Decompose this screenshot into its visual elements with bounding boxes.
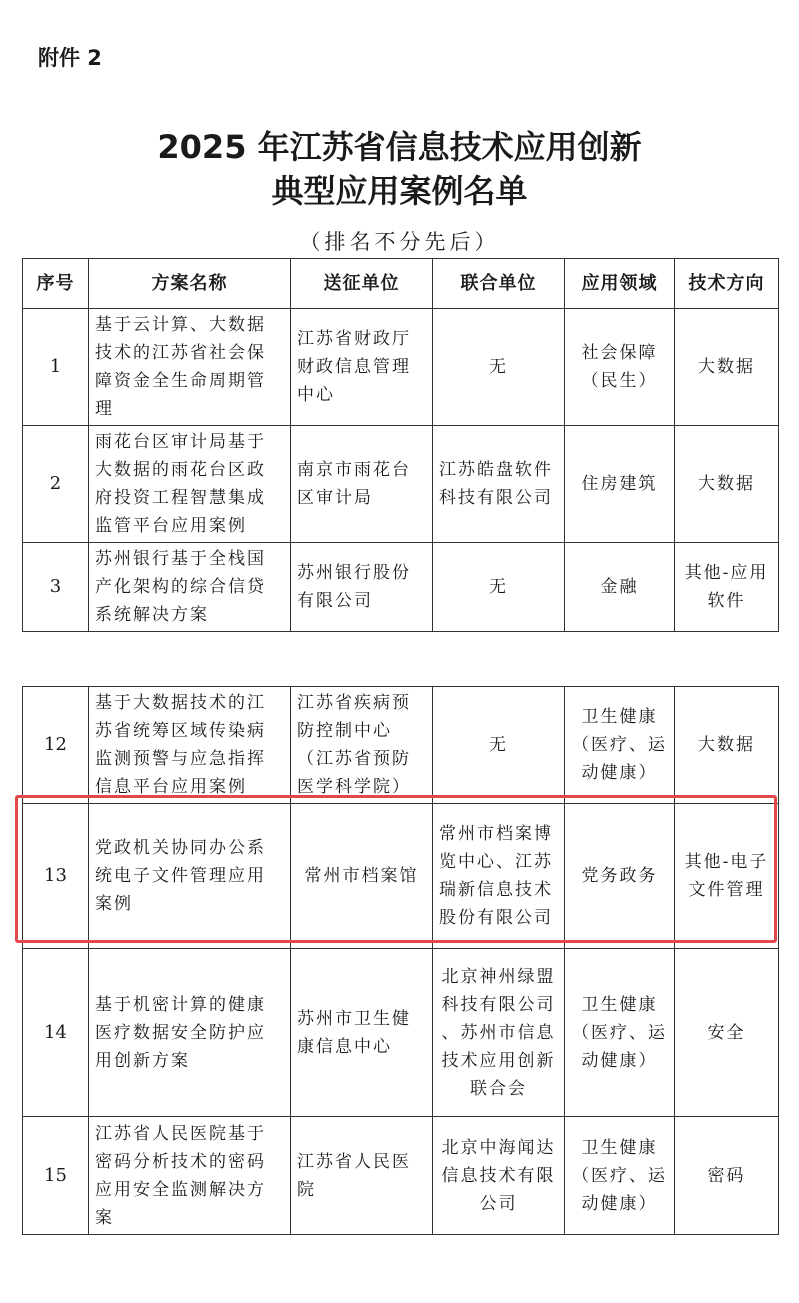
header-unit: 送征单位 <box>291 259 433 309</box>
header-no: 序号 <box>23 259 89 309</box>
row-field: 党务政务 <box>565 804 675 949</box>
row-no: 13 <box>23 804 89 949</box>
row-tech: 大数据 <box>675 687 779 804</box>
header-name: 方案名称 <box>89 259 291 309</box>
row-partner: 北京中海闻达信息技术有限公司 <box>433 1117 565 1235</box>
row-name: 雨花台区审计局基于大数据的雨花台区政府投资工程智慧集成监管平台应用案例 <box>89 426 291 543</box>
row-name: 基于大数据技术的江苏省统筹区域传染病监测预警与应急指挥信息平台应用案例 <box>89 687 291 804</box>
document-title-line2: 典型应用案例名单 <box>271 172 528 210</box>
row-field: 卫生健康（医疗、运动健康） <box>565 1117 675 1235</box>
row-unit: 江苏省疾病预防控制中心（江苏省预防医学科学院） <box>291 687 433 804</box>
row-field: 住房建筑 <box>565 426 675 543</box>
row-name: 党政机关协同办公系统电子文件管理应用案例 <box>89 804 291 949</box>
row-name: 基于机密计算的健康医疗数据安全防护应用创新方案 <box>89 949 291 1117</box>
document-title-line1: 2025 年江苏省信息技术应用创新 <box>157 128 642 166</box>
row-field: 卫生健康（医疗、运动健康） <box>565 949 675 1117</box>
table-header-row <box>23 259 779 309</box>
highlight-box <box>15 795 777 943</box>
row-partner: 无 <box>433 687 565 804</box>
case-table-bottom <box>22 686 779 1235</box>
row-tech: 安全 <box>675 949 779 1117</box>
table-row <box>23 949 779 1117</box>
case-table-top <box>22 258 779 632</box>
table-row <box>23 309 779 426</box>
row-no: 15 <box>23 1117 89 1235</box>
row-no: 14 <box>23 949 89 1117</box>
row-no: 12 <box>23 687 89 804</box>
row-name: 江苏省人民医院基于密码分析技术的密码应用安全监测解决方案 <box>89 1117 291 1235</box>
row-no: 1 <box>23 309 89 426</box>
row-field: 社会保障（民生） <box>565 309 675 426</box>
row-tech: 大数据 <box>675 309 779 426</box>
row-unit: 南京市雨花台区审计局 <box>291 426 433 543</box>
header-partner: 联合单位 <box>433 259 565 309</box>
row-partner: 无 <box>433 309 565 426</box>
row-unit: 江苏省人民医院 <box>291 1117 433 1235</box>
row-partner: 无 <box>433 543 565 632</box>
table-row <box>23 687 779 804</box>
table-row <box>23 1117 779 1235</box>
row-unit: 江苏省财政厅财政信息管理中心 <box>291 309 433 426</box>
row-tech: 其他-电子文件管理 <box>675 804 779 949</box>
row-tech: 其他-应用软件 <box>675 543 779 632</box>
header-field: 应用领域 <box>565 259 675 309</box>
row-tech: 大数据 <box>675 426 779 543</box>
row-field: 金融 <box>565 543 675 632</box>
row-no: 3 <box>23 543 89 632</box>
row-unit: 苏州市卫生健康信息中心 <box>291 949 433 1117</box>
row-tech: 密码 <box>675 1117 779 1235</box>
table-row <box>23 543 779 632</box>
document-subtitle: （排名不分先后） <box>299 230 500 254</box>
row-partner: 北京神州绿盟科技有限公司 、苏州市信息技术应用创新联合会 <box>433 949 565 1117</box>
row-unit: 常州市档案馆 <box>291 804 433 949</box>
row-name: 基于云计算、大数据技术的江苏省社会保障资金全生命周期管理 <box>89 309 291 426</box>
row-no: 2 <box>23 426 89 543</box>
attachment-label: 附件 2 <box>38 46 102 70</box>
table-row <box>23 426 779 543</box>
row-unit: 苏州银行股份有限公司 <box>291 543 433 632</box>
row-partner: 常州市档案博览中心、江苏瑞新信息技术股份有限公司 <box>433 804 565 949</box>
header-tech: 技术方向 <box>675 259 779 309</box>
row-partner: 江苏皓盘软件科技有限公司 <box>433 426 565 543</box>
row-field: 卫生健康（医疗、运动健康） <box>565 687 675 804</box>
row-name: 苏州银行基于全栈国产化架构的综合信贷系统解决方案 <box>89 543 291 632</box>
